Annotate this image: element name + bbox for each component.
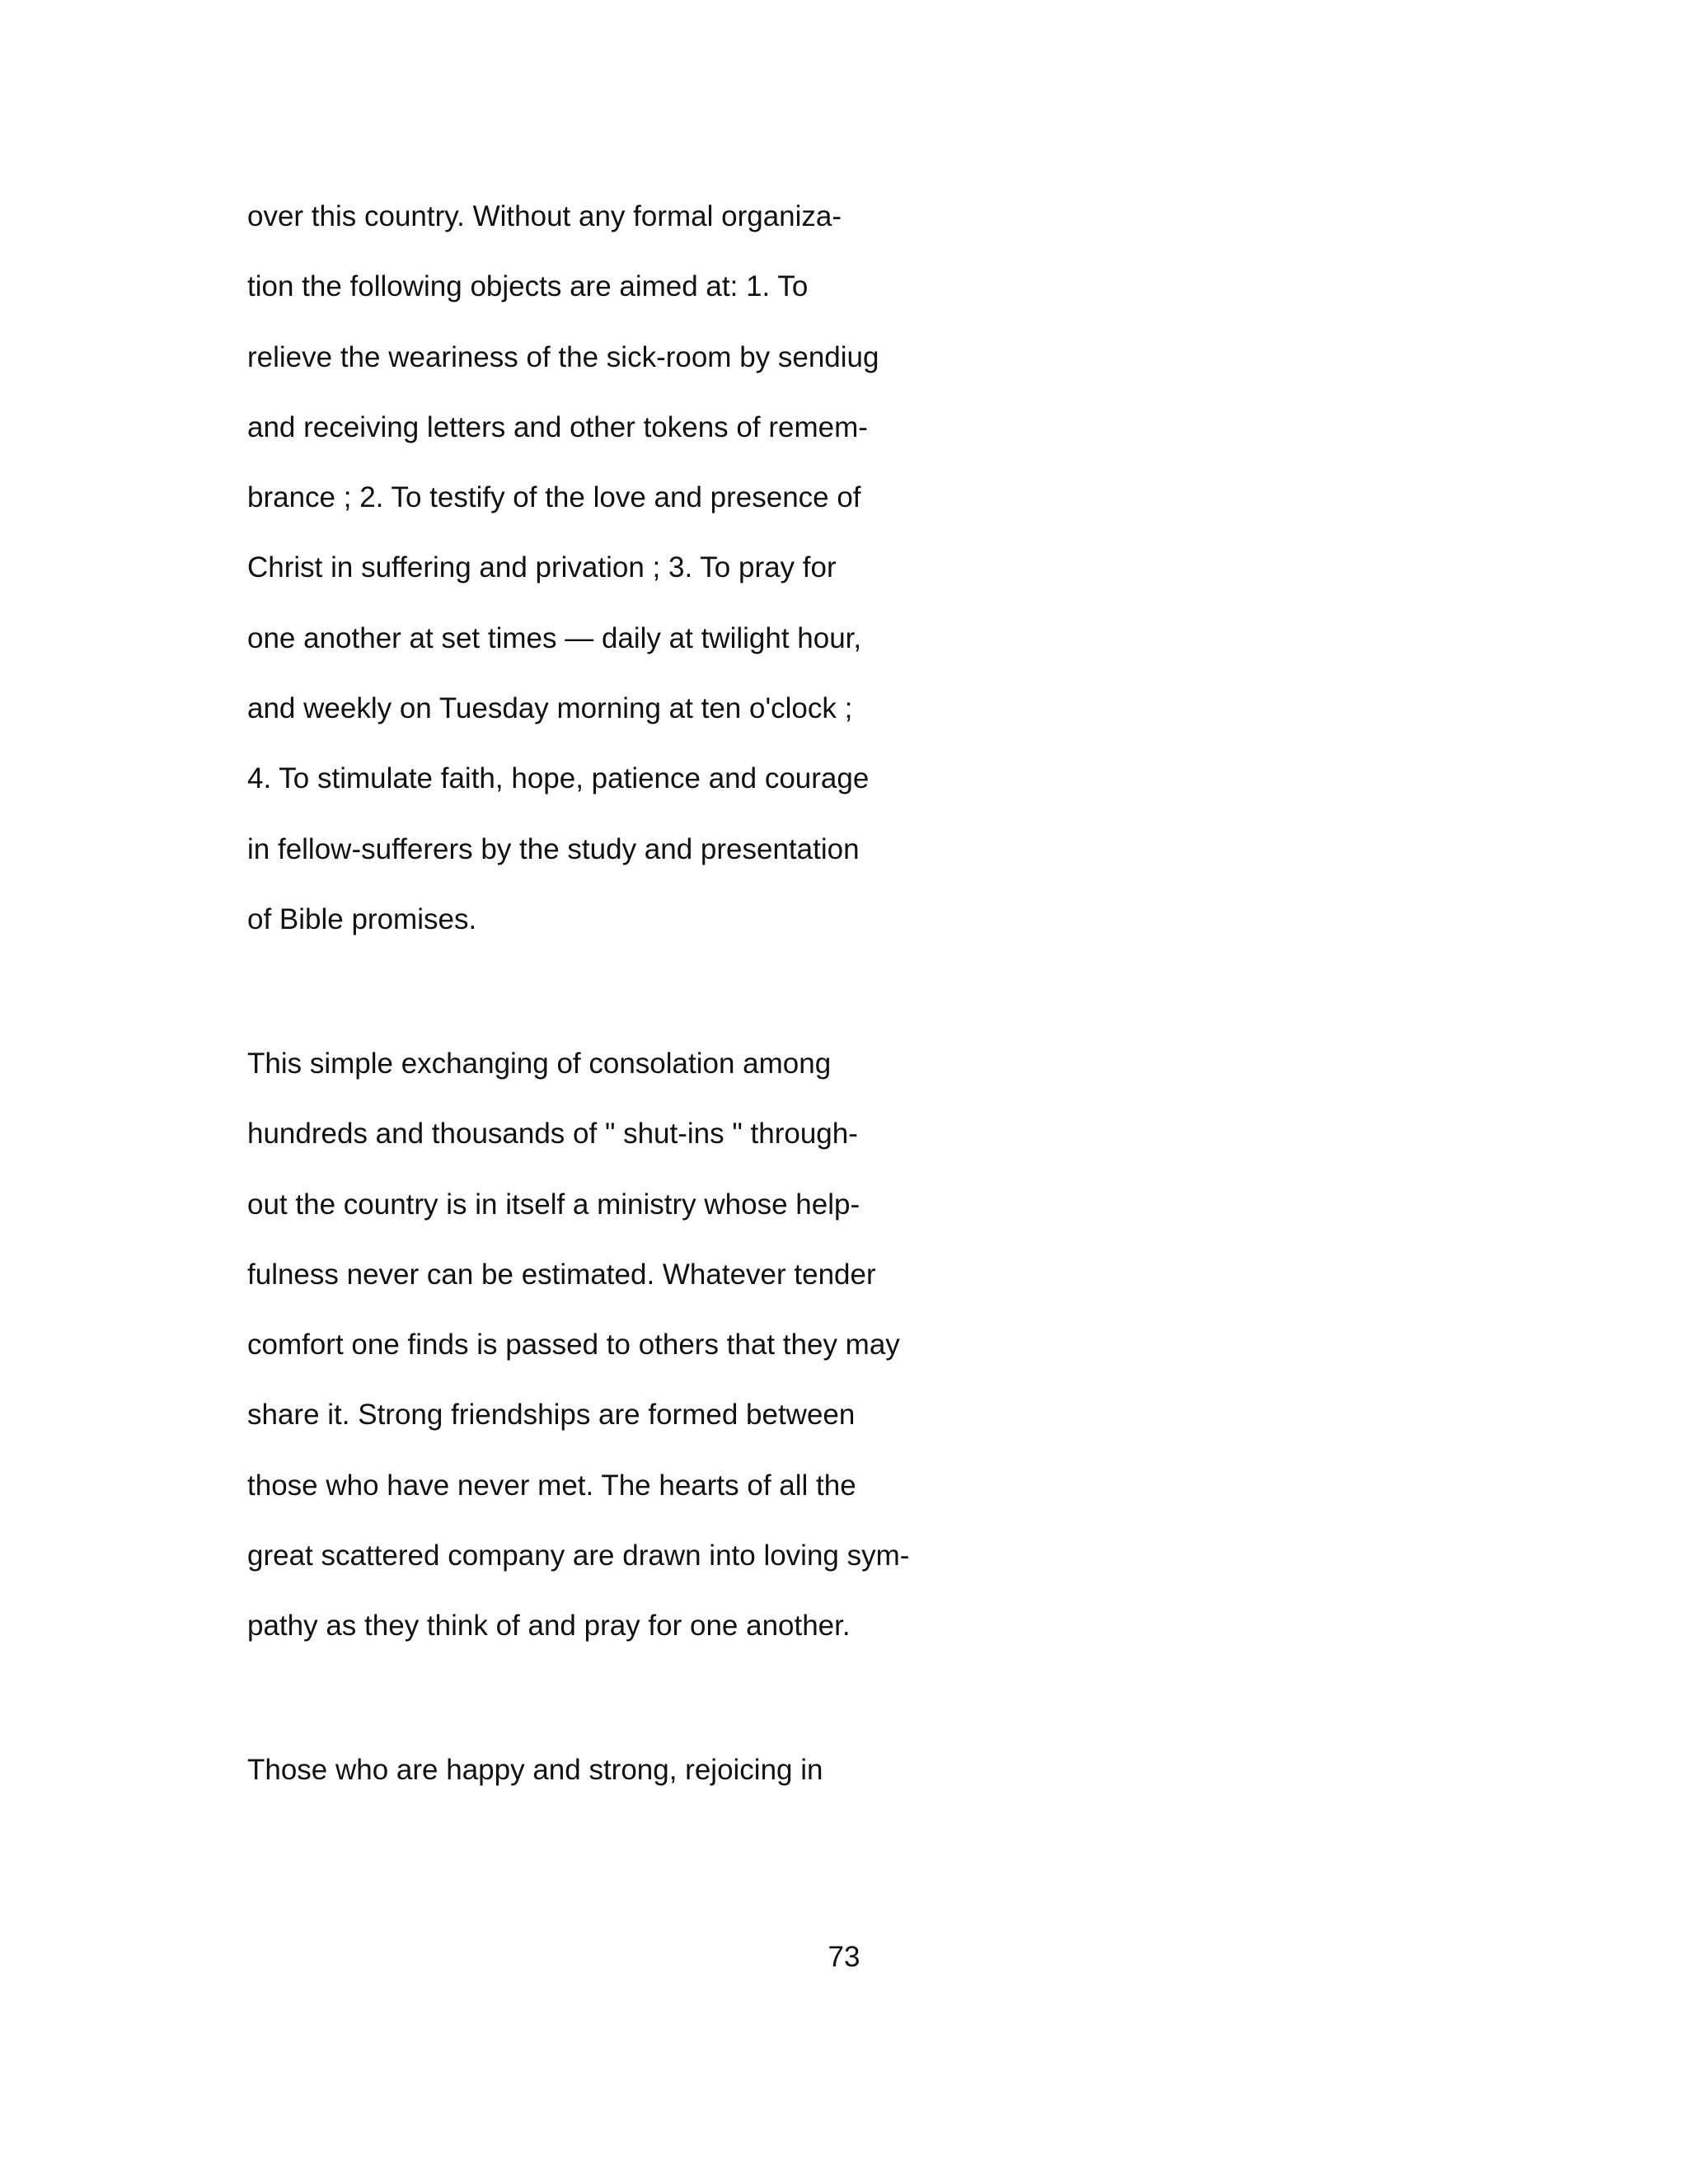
text-line: hundreds and thousands of " shut-ins " through- (247, 1118, 858, 1151)
text-line: fulness never can be estimated. Whatever tender (247, 1258, 876, 1291)
text-line: This simple exchanging of consolation among (247, 1047, 832, 1080)
text-line: and receiving letters and other tokens of remem- (247, 410, 868, 443)
text-line: of Bible promises. (247, 902, 477, 935)
text-line: in fellow-sufferers by the study and presentation (247, 832, 860, 865)
text-line: relieve the weariness of the sick-room by sendiug (247, 340, 879, 373)
text-line: Those who are happy and strong, rejoicing in (247, 1754, 823, 1786)
text-line: and weekly on Tuesday morning at ten o'clock ; (247, 692, 853, 725)
text-line: brance ; 2. To testify of the love and presence of (247, 481, 861, 514)
text-line: over this country. Without any formal organiza- (247, 200, 842, 232)
text-line: those who have never met. The hearts of all the (247, 1469, 856, 1502)
paragraph-1 (247, 181, 1236, 954)
page-number: 73 (828, 1941, 860, 1973)
text-line: share it. Strong friendships are formed between (247, 1399, 856, 1432)
text-line: great scattered company are drawn into loving sym- (247, 1540, 910, 1572)
text-line: out the country is in itself a ministry whose help- (247, 1188, 860, 1221)
text-line: Christ in suffering and privation ; 3. To pray for (247, 551, 837, 584)
text-line: comfort one finds is passed to others that they may (247, 1329, 900, 1361)
text-line: 4. To stimulate faith, hope, patience and courage (247, 762, 870, 795)
text-line: pathy as they think of and pray for one another. (247, 1610, 851, 1643)
text-line: tion the following objects are aimed at: 1. To (247, 270, 809, 303)
paragraph-3 (247, 1735, 1236, 1805)
text-line: one another at set times — daily at twilight hour, (247, 621, 862, 654)
paragraph-2 (247, 1029, 1236, 1661)
